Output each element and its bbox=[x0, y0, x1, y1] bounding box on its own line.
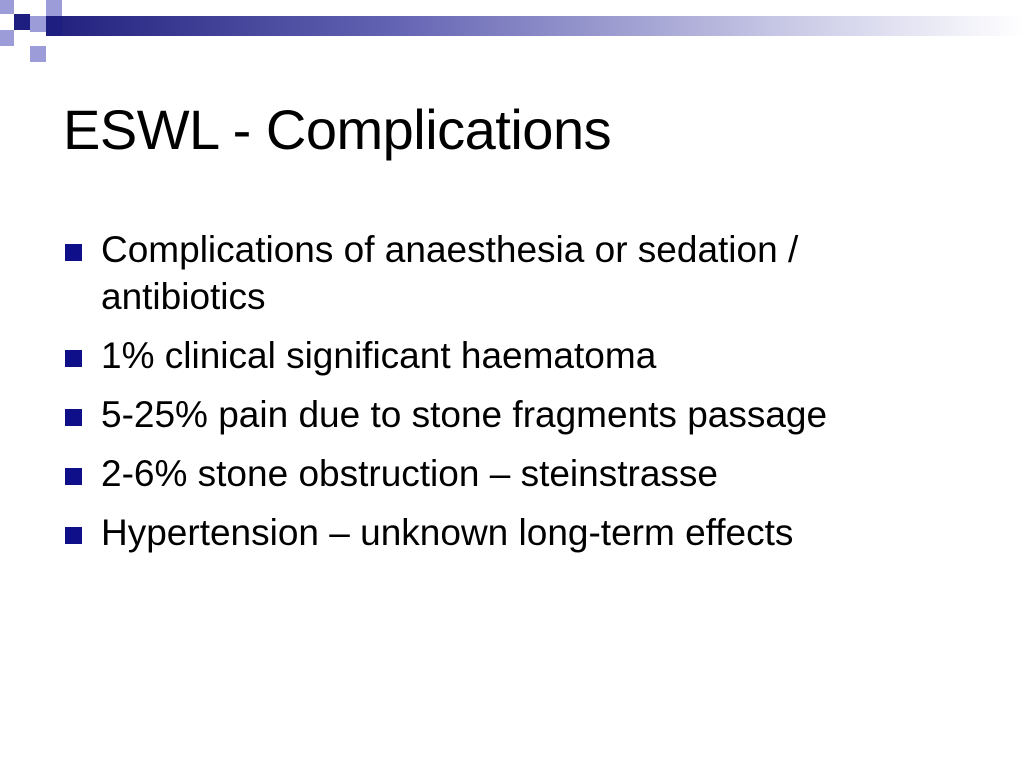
bullet-text: 5-25% pain due to stone fragments passage bbox=[101, 394, 828, 435]
bullet-text: Complications of anaesthesia or sedation / antibiotics bbox=[101, 229, 799, 317]
bullet-item bbox=[65, 332, 965, 379]
square-bullet-icon bbox=[65, 409, 82, 426]
bullet-text: 2-6% stone obstruction – steinstrasse bbox=[101, 453, 718, 494]
bullet-list bbox=[65, 226, 965, 568]
bullet-item bbox=[65, 450, 965, 497]
square-bullet-icon bbox=[65, 468, 82, 485]
bullet-text: 1% clinical significant haematoma bbox=[101, 335, 657, 376]
header-gradient-bar-icon bbox=[0, 0, 1024, 64]
slide-title: ESWL - Complications bbox=[63, 98, 612, 161]
bullet-item bbox=[65, 391, 965, 438]
square-bullet-icon bbox=[65, 244, 82, 261]
bullet-text: Hypertension – unknown long-term effects bbox=[101, 512, 794, 553]
bullet-item bbox=[65, 226, 965, 320]
header-decoration bbox=[0, 0, 1024, 64]
square-bullet-icon bbox=[65, 527, 82, 544]
square-bullet-icon bbox=[65, 350, 82, 367]
bullet-item bbox=[65, 509, 965, 556]
